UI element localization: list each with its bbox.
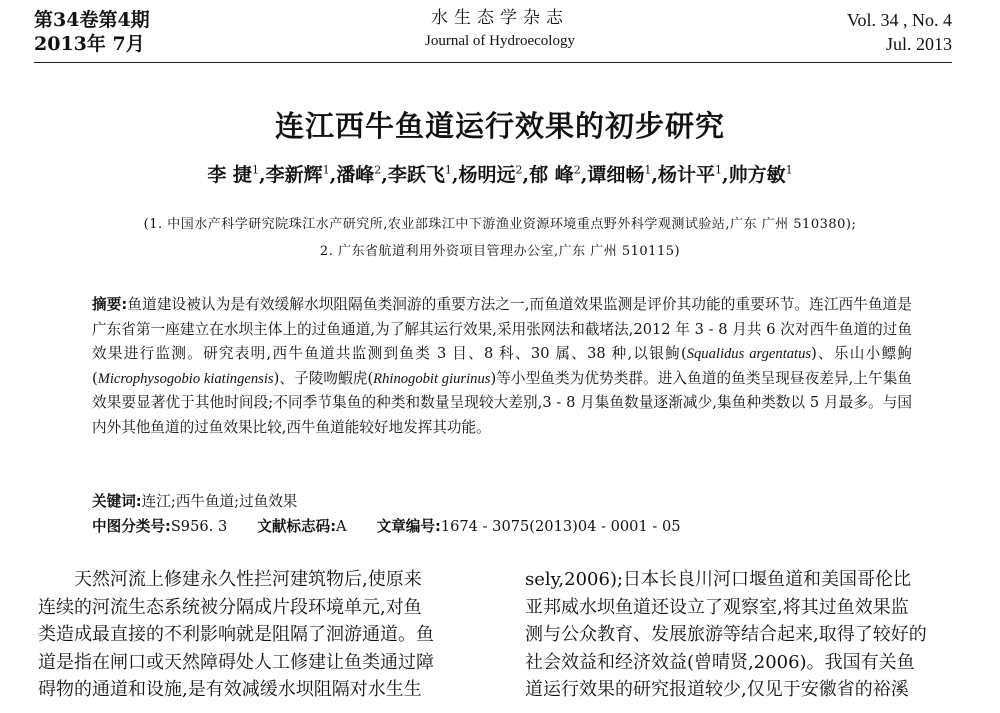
- species-name-2: Microphysogobio kiatingensis: [97, 370, 274, 387]
- author-separator: ,: [651, 164, 659, 186]
- clc-value: S956. 3: [170, 518, 228, 535]
- abstract-text-3: )、子陵吻鰕虎(: [273, 369, 374, 387]
- doc-code-label: 文献标志码:: [257, 518, 337, 535]
- author-name: 潘峰: [336, 164, 375, 186]
- article-number-value: 1674 - 3075(2013)04 - 0001 - 05: [440, 518, 681, 535]
- body-line: 测与公众教育、发展旅游等结合起来,取得了较好的: [525, 624, 927, 646]
- date-cn: 2013年 7月: [34, 33, 145, 55]
- author-separator: ,: [722, 164, 729, 186]
- author-separator: ,: [258, 164, 266, 186]
- body-line: 碍物的通道和设施,是有效减缓水坝阻隔对水生生: [38, 679, 422, 701]
- abstract-text-1: 鱼道建设被认为是有效缓解水坝阻隔鱼类洄游的重要方法之一,而鱼道效果监测是评价其功能的重要环节。连江西牛鱼道是广东省第一座建立在水坝主体上的过鱼通道,为了解其运行效果,采用张网法和截堵法,2012 年 3 - 8 月共 6 次对西牛鱼道的过鱼效果进行监测。研究表明,西牛鱼道共监测到鱼类 3 目、8 科、30 属、38 种,以银鮈(: [92, 296, 912, 362]
- author-name: 杨明远: [458, 164, 516, 186]
- doc-code-value: A: [336, 518, 347, 535]
- date-en: Jul. 2013: [885, 34, 952, 54]
- body-line: 类造成最直接的不利影响就是阻隔了洄游通道。鱼: [38, 624, 434, 646]
- classification-line: [92, 515, 681, 536]
- volume-issue-cn: 第34卷第4期: [34, 9, 150, 31]
- body-line: 天然河流上修建永久性拦河建筑物后,使原来: [74, 569, 422, 590]
- header-divider: [34, 62, 952, 63]
- body-line: 社会效益和经济效益(曾晴贤,2006)。我国有关鱼: [525, 651, 915, 673]
- header-volume-en: [847, 8, 952, 56]
- affiliation-1: (1. 中国水产科学研究院珠江水产研究所,农业部珠江中下游渔业资源环境重点野外科学观测试验站,广东 广州 510380);: [143, 217, 857, 232]
- author-affiliation-mark: 1: [715, 163, 723, 177]
- affiliation-2: 2. 广东省航道利用外资项目管理办公室,广东 广州 510115): [319, 244, 681, 259]
- keywords-label: 关键词:: [92, 493, 142, 510]
- body-column-left: [38, 566, 473, 704]
- abstract-label: 摘要:: [92, 296, 128, 313]
- author-affiliation-mark: 2: [374, 163, 382, 177]
- author-separator: ,: [580, 164, 588, 186]
- author-list: [0, 160, 1000, 187]
- species-name-1: Squalidus argentatus: [686, 346, 812, 362]
- author-affiliation-mark: 1: [322, 163, 330, 177]
- author-name: 李新辉: [265, 164, 323, 186]
- body-line: 道是指在闸口或天然障碍处人工修建让鱼类通过障: [38, 651, 434, 673]
- author-separator: ,: [522, 164, 530, 186]
- author-affiliation-mark: 1: [444, 163, 452, 177]
- body-line: sely,2006);日本长良川河口堰鱼道和美国哥伦比: [525, 569, 912, 590]
- journal-name-en: Journal of Hydroecology: [425, 33, 575, 49]
- author-name: 郁 峰: [529, 164, 574, 186]
- author-affiliation-mark: 2: [515, 163, 523, 177]
- abstract-text-2: )、乐山小鳔鮈(: [92, 345, 912, 387]
- author-name: 帅方敏: [728, 164, 786, 186]
- body-line: 连续的河流生态系统被分隔成片段环境单元,对鱼: [38, 596, 422, 618]
- journal-name-cn: 水生态学杂志: [431, 8, 569, 28]
- author-name: 李跃飞: [387, 164, 445, 186]
- volume-issue-en: Vol. 34 , No. 4: [846, 10, 952, 30]
- author-separator: ,: [451, 164, 459, 186]
- abstract-text-4: )等小型鱼类为优势类群。进入鱼道的鱼类呈现昼夜差异,上午集鱼效果要显著优于其他时间段;不同季节集鱼的种类和数量呈现较大差别,3 - 8 月集鱼数量逐渐减少,集鱼种类数以 5 月最多。与国内外其他鱼道的过鱼效果比较,西牛鱼道能较好地发挥其功能。: [92, 369, 913, 436]
- author-affiliation-mark: 1: [251, 163, 259, 177]
- author-separator: ,: [329, 164, 337, 186]
- paper-title: 连江西牛鱼道运行效果的初步研究: [274, 109, 725, 143]
- author-name: 李 捷: [207, 164, 252, 186]
- author-name: 杨计平: [658, 164, 716, 186]
- article-number-label: 文章编号:: [376, 518, 441, 535]
- keywords: [92, 490, 297, 511]
- body-column-right: [525, 566, 955, 704]
- keywords-value: 连江;西牛鱼道;过鱼效果: [141, 493, 298, 510]
- clc-label: 中图分类号:: [92, 518, 171, 535]
- species-name-3: Rhinogobit giurinus: [373, 370, 491, 387]
- author-separator: ,: [381, 164, 388, 186]
- body-line: 道运行效果的研究报道较少,仅见于安徽省的裕溪: [525, 679, 909, 701]
- author-affiliation-mark: 1: [785, 163, 793, 177]
- author-affiliation-mark: 2: [573, 163, 581, 177]
- abstract: [92, 293, 912, 440]
- author-affiliation-mark: 1: [644, 163, 652, 177]
- body-line: 亚邦威水坝鱼道还设立了观察室,将其过鱼效果监: [525, 596, 909, 618]
- author-name: 谭细畅: [587, 164, 645, 186]
